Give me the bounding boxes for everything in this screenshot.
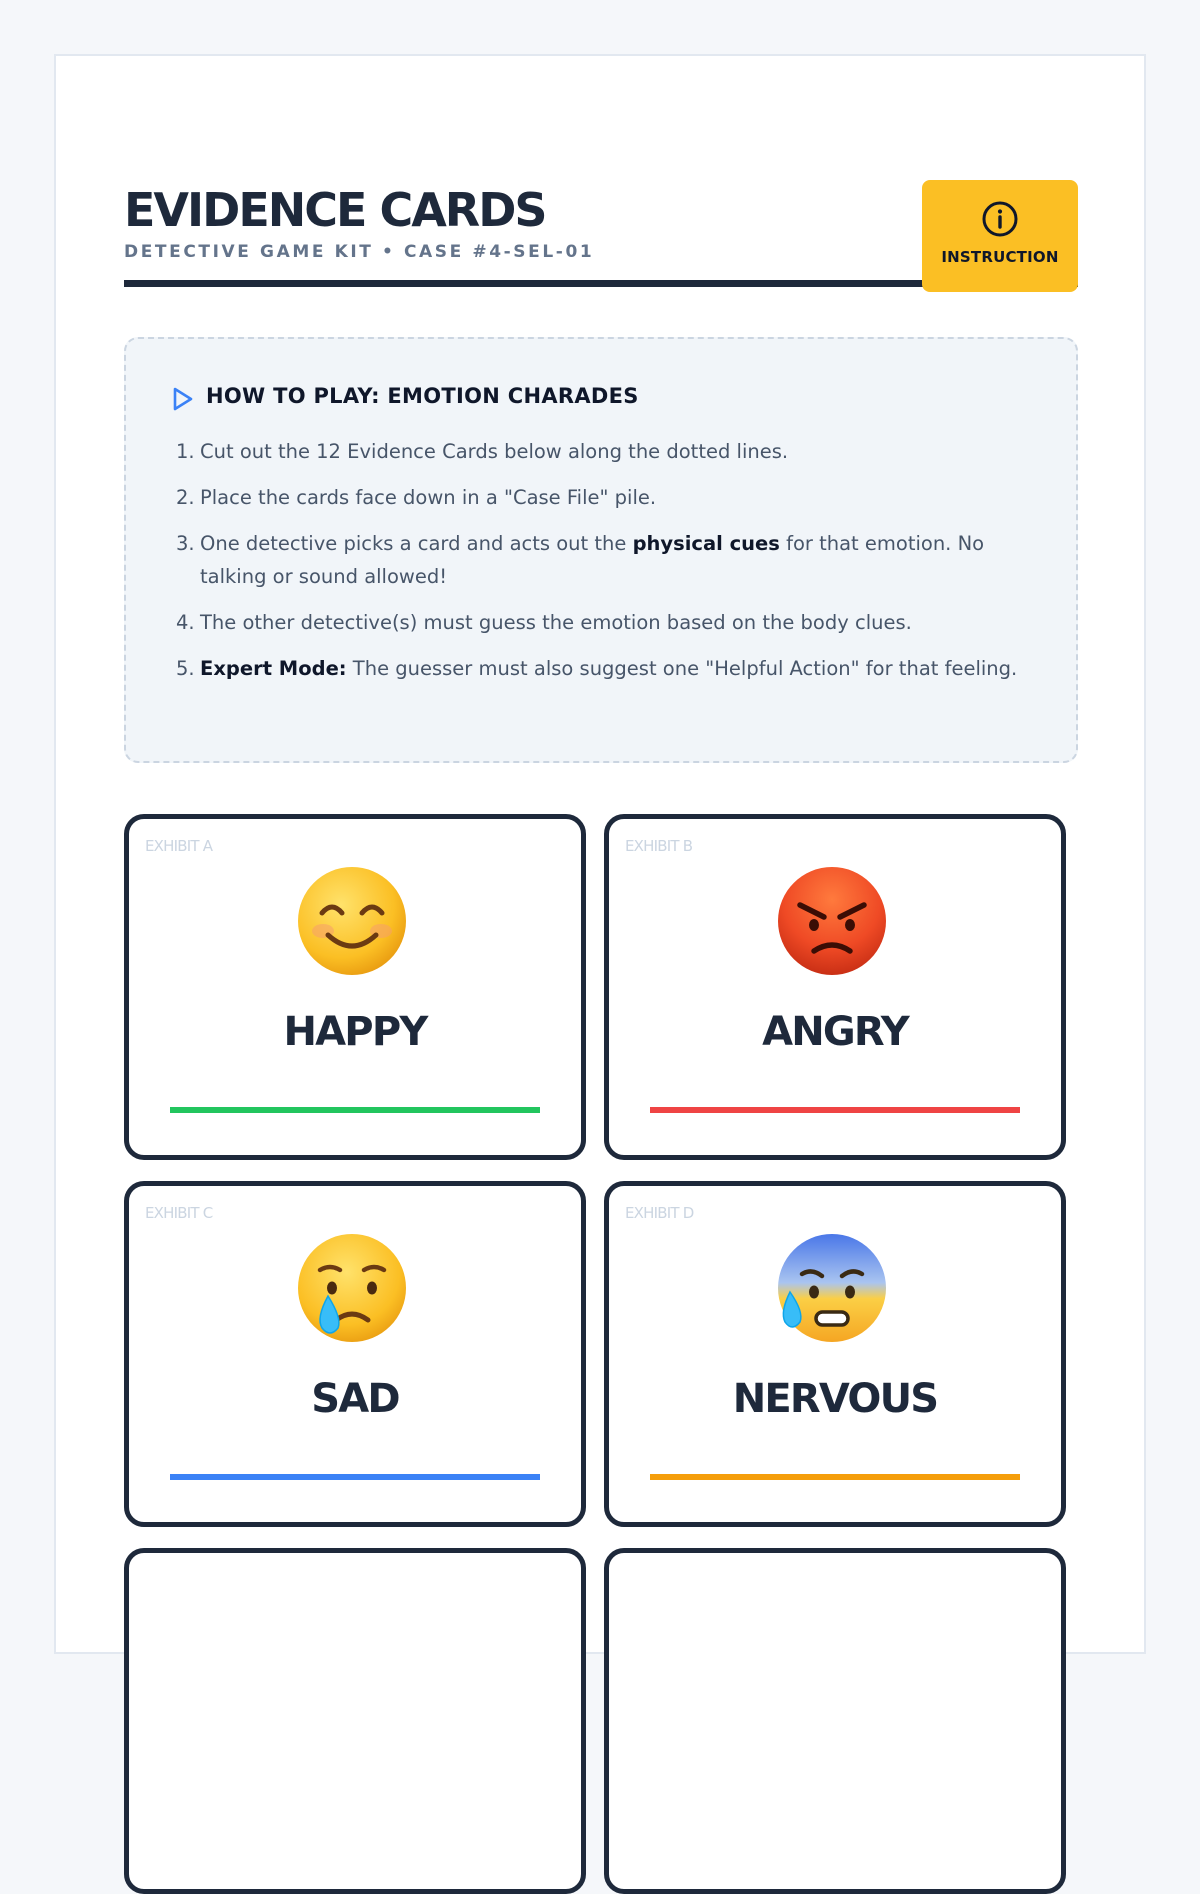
page-title: EVIDENCE CARDS [124,183,546,237]
angry-face-icon [776,865,888,982]
step-text: The guesser must also suggest one "Helpful Action" for that feeling. [346,657,1018,680]
emotion-color-bar [170,1474,540,1480]
exhibit-label: EXHIBIT A [145,837,213,855]
exhibit-label: EXHIBIT D [625,1204,694,1222]
step-number: 3. [176,532,195,555]
play-triangle-icon [170,385,196,413]
emotion-label: SAD [311,1376,399,1422]
step-number: 4. [176,611,195,634]
emotion-label: HAPPY [283,1009,427,1055]
crying-face-icon [296,1232,408,1349]
evidence-card-angry[interactable] [604,814,1066,1160]
exhibit-label: EXHIBIT B [625,837,693,855]
instruction-button[interactable] [922,180,1078,292]
step-text: Cut out the 12 Evidence Cards below along the dotted lines. [200,440,789,463]
instruction-step [170,435,1030,468]
emotion-color-bar [650,1474,1020,1480]
instruction-step [170,606,1030,639]
emotion-label: ANGRY [762,1009,908,1055]
page-header [124,122,1078,287]
instruction-step [170,527,1030,593]
instruction-step [170,481,1030,514]
instruction-label: INSTRUCTION [941,248,1059,266]
anxious-sweat-face-icon [776,1232,888,1349]
step-emphasis: physical cues [632,532,780,555]
step-text: The other detective(s) must guess the emotion based on the body clues. [200,611,912,634]
instruction-steps [170,435,1030,698]
emotion-color-bar [650,1107,1020,1113]
instruction-step [170,652,1030,685]
step-number: 2. [176,486,195,509]
info-circle-icon [981,200,1019,238]
smiling-face-icon [296,865,408,982]
step-number: 1. [176,440,195,463]
step-text: Place the cards face down in a "Case File" pile. [200,486,657,509]
step-number: 5. [176,657,195,680]
step-emphasis: Expert Mode: [200,657,347,680]
emotion-label: NERVOUS [732,1376,938,1422]
emotion-color-bar [170,1107,540,1113]
exhibit-label: EXHIBIT C [145,1204,213,1222]
evidence-card-happy[interactable] [124,814,586,1160]
step-text: One detective picks a card and acts out the [200,532,633,555]
step-text: for that emotion. No talking or sound allowed! [200,532,985,588]
page-subtitle: DETECTIVE GAME KIT • CASE #4-SEL-01 [124,242,595,262]
evidence-sheet [54,54,1146,1654]
how-to-play-box [124,337,1078,763]
evidence-card-sad[interactable] [124,1181,586,1527]
evidence-card-nervous[interactable] [604,1181,1066,1527]
how-to-play-title: HOW TO PLAY: EMOTION CHARADES [206,384,639,408]
